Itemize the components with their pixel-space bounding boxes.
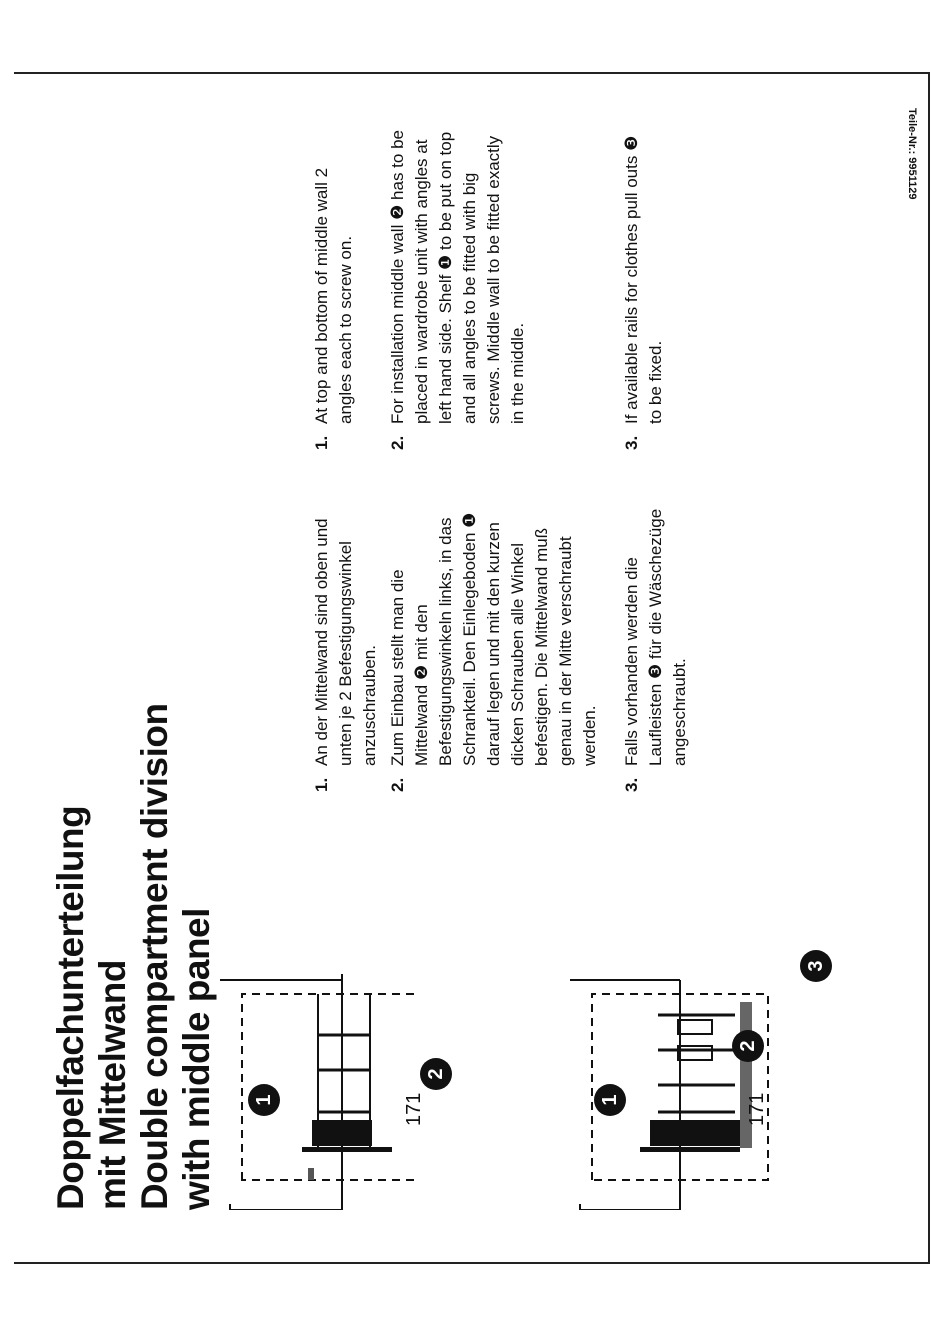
step-number: 2. bbox=[388, 435, 407, 450]
diagram-top-callout-2 bbox=[420, 1058, 452, 1090]
step-number: 1. bbox=[312, 435, 331, 450]
diagram-bottom-callout-1 bbox=[594, 1084, 626, 1116]
step-number: 3. bbox=[622, 777, 641, 792]
diagram-bottom-callout-2 bbox=[732, 1030, 764, 1062]
title-german-line1: Doppelfachunterteilung bbox=[50, 805, 91, 1210]
german-step-3 bbox=[620, 502, 692, 792]
step-text: If available rails for clothes pull outs ❸ to be fixed. bbox=[622, 135, 665, 424]
step-number: 1. bbox=[312, 777, 331, 792]
callout-1-label: 1 bbox=[253, 1094, 275, 1106]
step-text: Zum Einbau stellt man die Mittelwand ❷ mit den Befestigungswinkeln links, in das Schrankteil. Den Einlegeboden ❶ darauf legen und mit den kurzen dicken Schrauben alle Winkel befestigen. Die Mittelwand muß genau in der Mitte verschraubt werden. bbox=[388, 512, 599, 766]
step-number: 2. bbox=[388, 777, 407, 792]
step-text: Falls vorhanden werden die Laufleisten ❸ für die Wäschezüge angeschraubt. bbox=[622, 508, 689, 766]
step-text: For installation middle wall ❷ has to be placed in wardrobe unit with angles at left hand side. Shelf ❶ to be put on top and all angles to be fitted with big screws. Middle wall to be fitted exactly in the middle. bbox=[388, 130, 527, 424]
title-german-line2: mit Mittelwand bbox=[92, 960, 133, 1210]
german-step-1 bbox=[310, 502, 382, 792]
callout-2-label: 2 bbox=[737, 1040, 759, 1052]
english-step-3 bbox=[620, 120, 668, 450]
callout-2-label: 2 bbox=[425, 1068, 447, 1080]
step-text: An der Mittelwand sind oben und unten je 2 Befestigungswinkel anzuschrauben. bbox=[312, 518, 379, 766]
diagram-bottom bbox=[570, 810, 870, 1210]
title-block bbox=[50, 510, 218, 1210]
diagram-top-dimension: 171 bbox=[403, 1092, 425, 1126]
step-number: 3. bbox=[622, 435, 641, 450]
diagram-bottom-callout-3 bbox=[800, 950, 832, 982]
callout-1-label: 1 bbox=[599, 1094, 621, 1106]
title-english-line1: Double compartment division bbox=[134, 703, 175, 1210]
part-number: Teile-Nr.: 9951129 bbox=[906, 108, 918, 200]
diagram-bottom-dimension: 171 bbox=[746, 1092, 768, 1126]
callout-3-label: 3 bbox=[805, 960, 827, 972]
title-english-line2: with middle panel bbox=[176, 908, 217, 1210]
english-step-2 bbox=[386, 120, 530, 450]
diagram-top-callout-1 bbox=[248, 1084, 280, 1116]
rotated-sheet bbox=[30, 70, 910, 1230]
step-text: At top and bottom of middle wall 2 angles each to screw on. bbox=[312, 167, 355, 424]
german-step-2 bbox=[386, 502, 602, 792]
diagram-top bbox=[220, 810, 420, 1210]
english-step-1 bbox=[310, 120, 358, 450]
